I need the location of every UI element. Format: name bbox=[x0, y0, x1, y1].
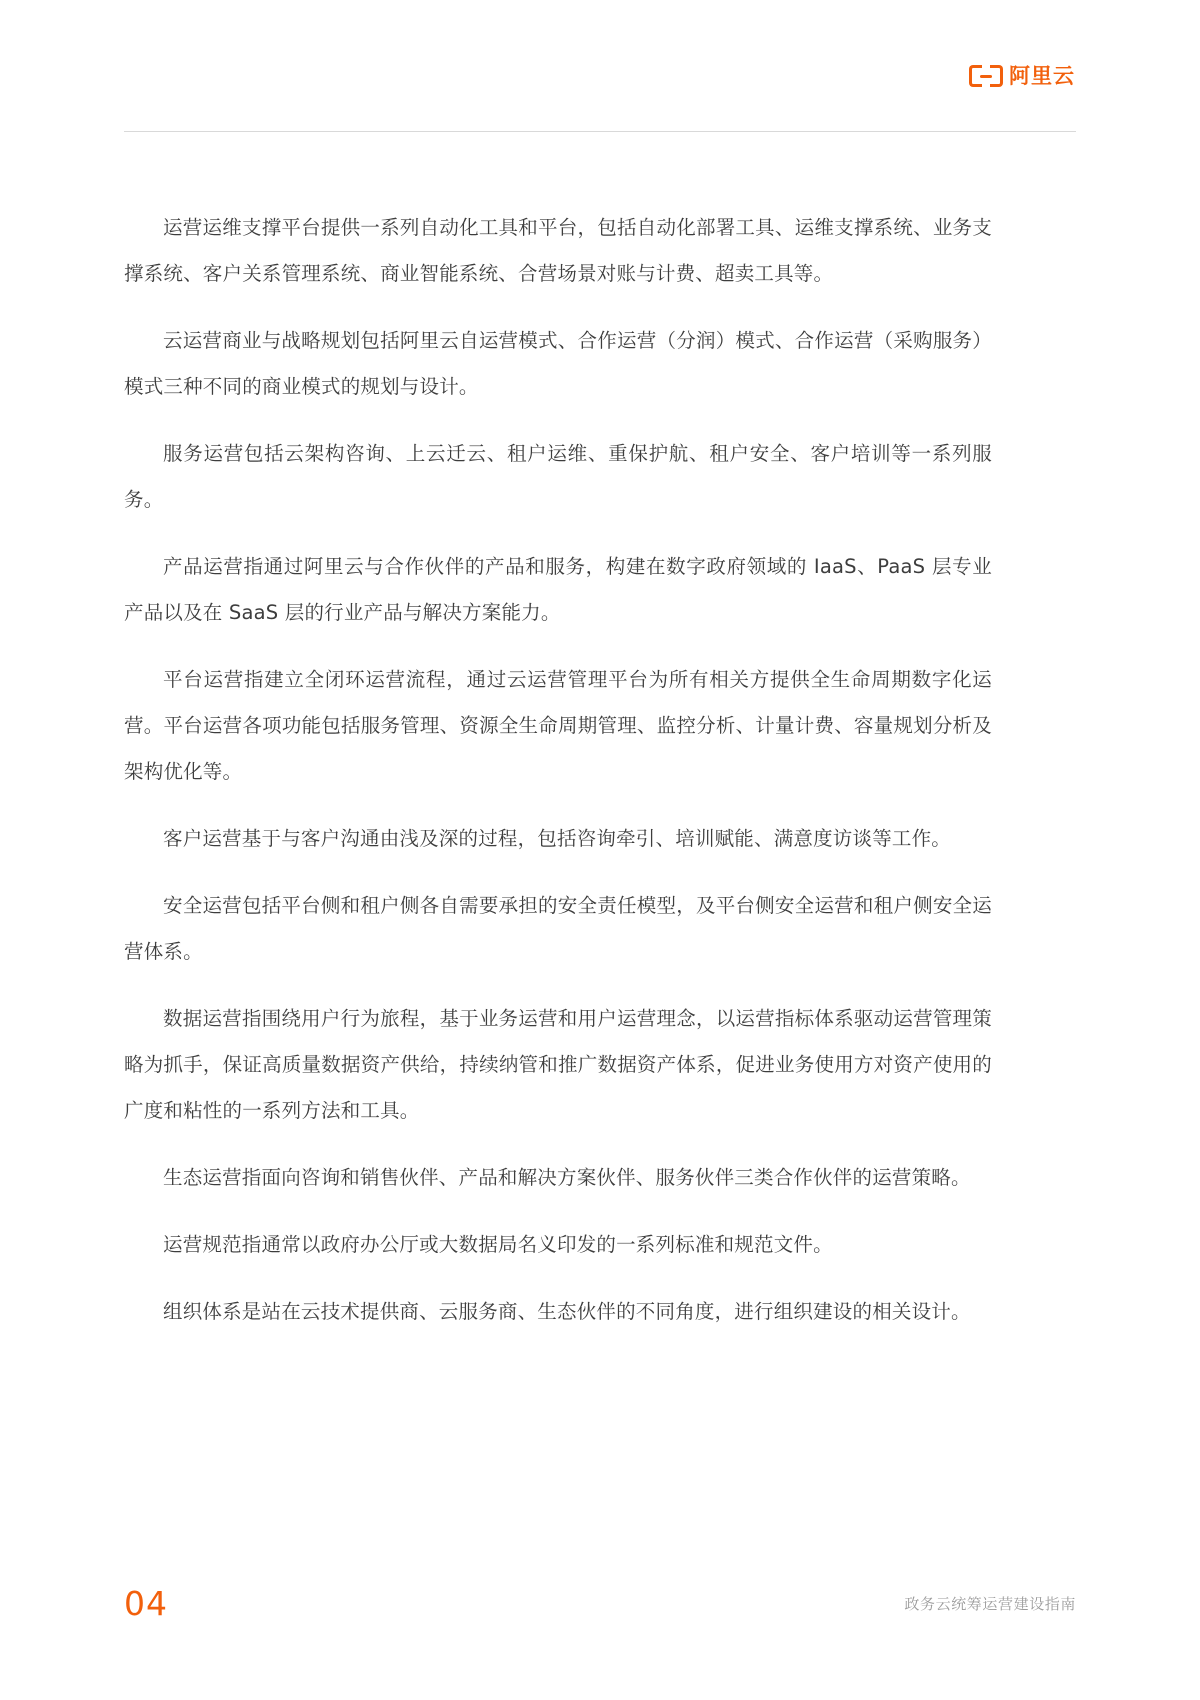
footer-document-title: 政务云统筹运营建设指南 bbox=[904, 1595, 1076, 1613]
alibaba-cloud-mark-icon bbox=[969, 65, 1003, 87]
paragraph-service-operations: 服务运营包括云架构咨询、上云迁云、租户运维、重保护航、租户安全、客户培训等一系列服务。 bbox=[124, 442, 992, 511]
paragraph-cloud-business-strategy: 云运营商业与战略规划包括阿里云自运营模式、合作运营（分润）模式、合作运营（采购服务）模式三种不同的商业模式的规划与设计。 bbox=[124, 329, 992, 398]
paragraph-operations-standards: 运营规范指通常以政府办公厅或大数据局名义印发的一系列标准和规范文件。 bbox=[163, 1233, 833, 1256]
paragraph-organization-system: 组织体系是站在云技术提供商、云服务商、生态伙伴的不同角度，进行组织建设的相关设计。 bbox=[163, 1300, 971, 1323]
paragraph-platform-operations: 平台运营指建立全闭环运营流程，通过云运营管理平台为所有相关方提供全生命周期数字化运营。平台运营各项功能包括服务管理、资源全生命周期管理、监控分析、计量计费、容量规划分析及架构优化等。 bbox=[124, 668, 992, 783]
paragraph-security-operations: 安全运营包括平台侧和租户侧各自需要承担的安全责任模型，及平台侧安全运营和租户侧安全运营体系。 bbox=[124, 894, 992, 963]
header-divider bbox=[124, 131, 1076, 132]
paragraph-product-operations: 产品运营指通过阿里云与合作伙伴的产品和服务，构建在数字政府领域的 IaaS、PaaS 层专业产品以及在 SaaS 层的行业产品与解决方案能力。 bbox=[124, 555, 992, 624]
document-body bbox=[124, 205, 992, 1356]
page-number: 04 bbox=[124, 1584, 168, 1623]
paragraph-ecosystem-operations: 生态运营指面向咨询和销售伙伴、产品和解决方案伙伴、服务伙伴三类合作伙伴的运营策略。 bbox=[163, 1166, 971, 1189]
paragraph-customer-operations: 客户运营基于与客户沟通由浅及深的过程，包括咨询牵引、培训赋能、满意度访谈等工作。 bbox=[163, 827, 952, 850]
page-header bbox=[0, 0, 1200, 135]
brand-name: 阿里云 bbox=[1009, 63, 1075, 88]
paragraph-ops-support-platform: 运营运维支撑平台提供一系列自动化工具和平台，包括自动化部署工具、运维支撑系统、业务支撑系统、客户关系管理系统、商业智能系统、合营场景对账与计费、超卖工具等。 bbox=[124, 216, 992, 285]
alibaba-cloud-logo bbox=[969, 65, 1075, 87]
page-footer bbox=[0, 1530, 1200, 1700]
paragraph-data-operations: 数据运营指围绕用户行为旅程，基于业务运营和用户运营理念，以运营指标体系驱动运营管理策略为抓手，保证高质量数据资产供给，持续纳管和推广数据资产体系，促进业务使用方对资产使用的广度和粘性的一系列方法和工具。 bbox=[124, 1007, 992, 1122]
